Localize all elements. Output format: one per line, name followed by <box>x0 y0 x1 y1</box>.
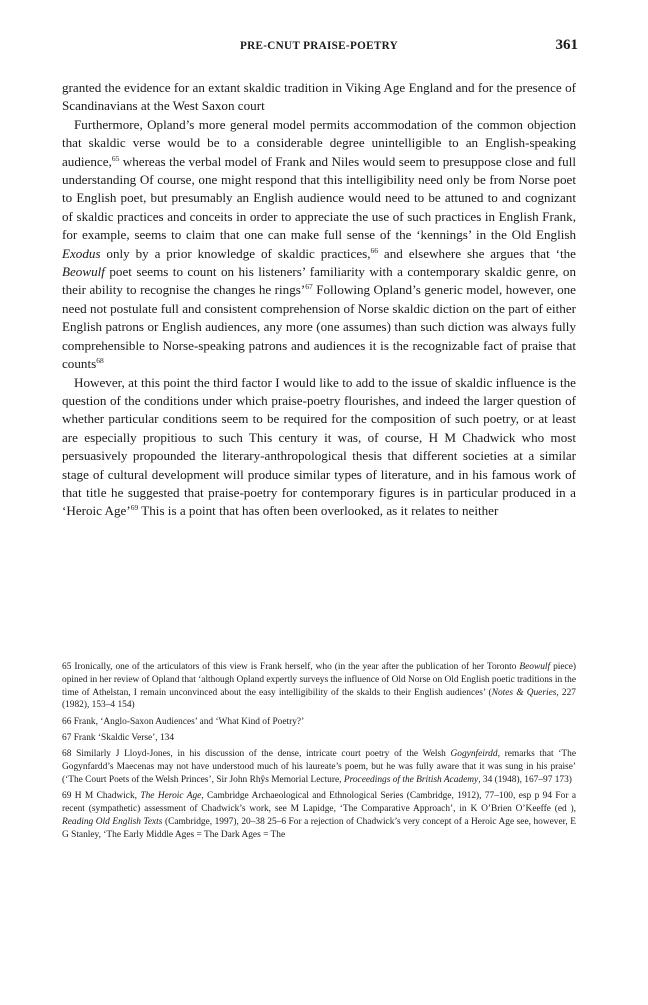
footnote-68-text-e: , 34 (1948), 167–97 173) <box>478 774 572 785</box>
footnote-69-title-d: Reading Old English Texts <box>62 816 163 827</box>
page-header <box>62 37 576 61</box>
title-beowulf: Beowulf <box>62 264 105 280</box>
footnote-69 <box>62 790 576 841</box>
paragraph-2-text-1: Furthermore, Opland’s more general model permits accommodation of the common objection that skaldic verse would be to a considerable degree unintelligible to an English-speaking audience, <box>62 116 576 169</box>
paragraph-2-text-2: whereas the verbal model of Frank and Niles would seem to presuppose close and full understanding Of course, one might respond that this intelligibility need only be from Norse poet to English poet, but presumably an English audience would need to be attuned to and cognizant of skaldic practices and conceits in order to appreciate the use of such practices in English Frank, for example, seems to claim that one can make full sense of the ‘kennings’ in the Old English <box>62 153 576 243</box>
footnote-65-text-a: 65 Ironically, one of the articulators of this view is Frank herself, who (in the year after the publication of her Toronto <box>62 662 520 672</box>
footnote-65-text-c: piece) opined in her review of Opland that ‘although Opland expertly surveys the influence of Old Norse on Old English poetic traditions in the time of Athelstan, I remain unconvinced about the easy intelligibility of the skalds to their English audiences’ ( <box>62 662 576 698</box>
paragraph-2-text-4: and elsewhere she argues that ‘the <box>378 245 576 261</box>
footnote-68-title-b: Gogynfeirdd <box>450 749 498 760</box>
footnote-68-title-d: Proceedings of the British Academy <box>343 774 479 785</box>
footnote-67-text: 67 Frank ‘Skaldic Verse’, 134 <box>62 732 175 743</box>
footnote-ref-66: 66 <box>370 245 379 255</box>
footnote-65-title-b: Beowulf <box>519 662 551 672</box>
page-number: 361 <box>555 37 578 53</box>
footnote-68 <box>62 748 576 786</box>
footnote-ref-67: 67 <box>305 282 313 292</box>
paragraph-3-text-1: However, at this point the third factor I would like to add to the issue of skaldic influence is the question of the conditions under which praise-poetry flourishes, and indeed the larger question of whether particular conditions seem to be required for the composition of such poetry, or at least are especially propitious to such This century it was, of course, H M Chadwick who most persuasively propounded the literary-anthropological thesis that different societies at a similar stage of cultural development will produce similar types of literature, and in his famous work of that title he suggested that praise-poetry for contemporary figures is in particular produced in a ‘Heroic Age’ <box>62 374 576 519</box>
footnote-66 <box>62 716 576 729</box>
paragraph-3-text-2: This is a point that has often been overlooked, as it relates to neither <box>138 503 499 519</box>
paragraph-2-text-5: poet seems to count on his listeners’ familiarity with a contemporary skaldic genre, on their ability to recognise the changes he rings’ <box>62 264 576 298</box>
paragraph-2 <box>62 116 576 374</box>
footnote-66-text: 66 Frank, ‘Anglo-Saxon Audiences’ and ‘What Kind of Poetry?’ <box>62 716 305 727</box>
footnote-67 <box>62 732 576 745</box>
footnote-ref-69: 69 <box>130 503 139 513</box>
title-exodus: Exodus <box>62 245 101 261</box>
footnote-69-text-e: (Cambridge, 1997), 20–38 25–6 For a rejection of Chadwick’s very concept of a Heroic Age see, however, E G Stanley, ‘The Early Middle Ages = The Dark Ages = The <box>62 816 576 840</box>
main-text <box>62 79 576 521</box>
footnotes <box>62 661 576 845</box>
paragraph-2-text-6: Following Opland’s generic model, however, one need not postulate full and consistent comprehension of Norse skaldic diction on the part of either English patrons or English audiences, any more (one assumes) than such diction was always fully comprehensible to Norse-speaking patrons and audiences it is the recognizable fact of praise that counts <box>62 282 576 372</box>
running-head: PRE-CNUT PRAISE-POETRY <box>240 40 398 52</box>
footnote-65-title-d: Notes & Queries <box>491 687 557 698</box>
footnote-ref-68: 68 <box>96 356 104 366</box>
footnote-65 <box>62 661 576 712</box>
footnote-68-text-a: 68 Similarly J Lloyd-Jones, in his discussion of the dense, intricate court poetry of the Welsh <box>62 749 451 760</box>
footnote-ref-65: 65 <box>111 153 120 163</box>
paragraph-1-text: granted the evidence for an extant skaldic tradition in Viking Age England and for the presence of Scandinavians at the West Saxon court <box>62 80 576 114</box>
footnote-69-text-c: , Cambridge Archaeological and Ethnological Series (Cambridge, 1912), 77–100, esp p 94 For a recent (sympathetic) assessment of Chadwick’s work, see M Lapidge, ‘The Comparative Approach’, in K O’Brien O’Keeffe (ed ), <box>62 791 576 814</box>
footnote-68-text-c: , remarks that ‘The Gogynfardd’s Maecenas may not have understood much of his laureate’s poem, but he was fully aware that it was sung in his praise’ (‘The Court Poets of the Welsh Princes’, Sir John Rhŷs Memorial Lecture, <box>62 749 576 785</box>
footnote-65-text-e: , 227 (1982), 153–4 154) <box>62 687 576 711</box>
footnote-69-title-b: The Heroic Age <box>140 791 202 802</box>
paragraph-1 <box>62 79 576 116</box>
footnote-69-text-a: 69 H M Chadwick, <box>62 791 141 802</box>
paragraph-3 <box>62 374 576 521</box>
paragraph-2-text-3: only by a prior knowledge of skaldic practices, <box>100 245 371 261</box>
